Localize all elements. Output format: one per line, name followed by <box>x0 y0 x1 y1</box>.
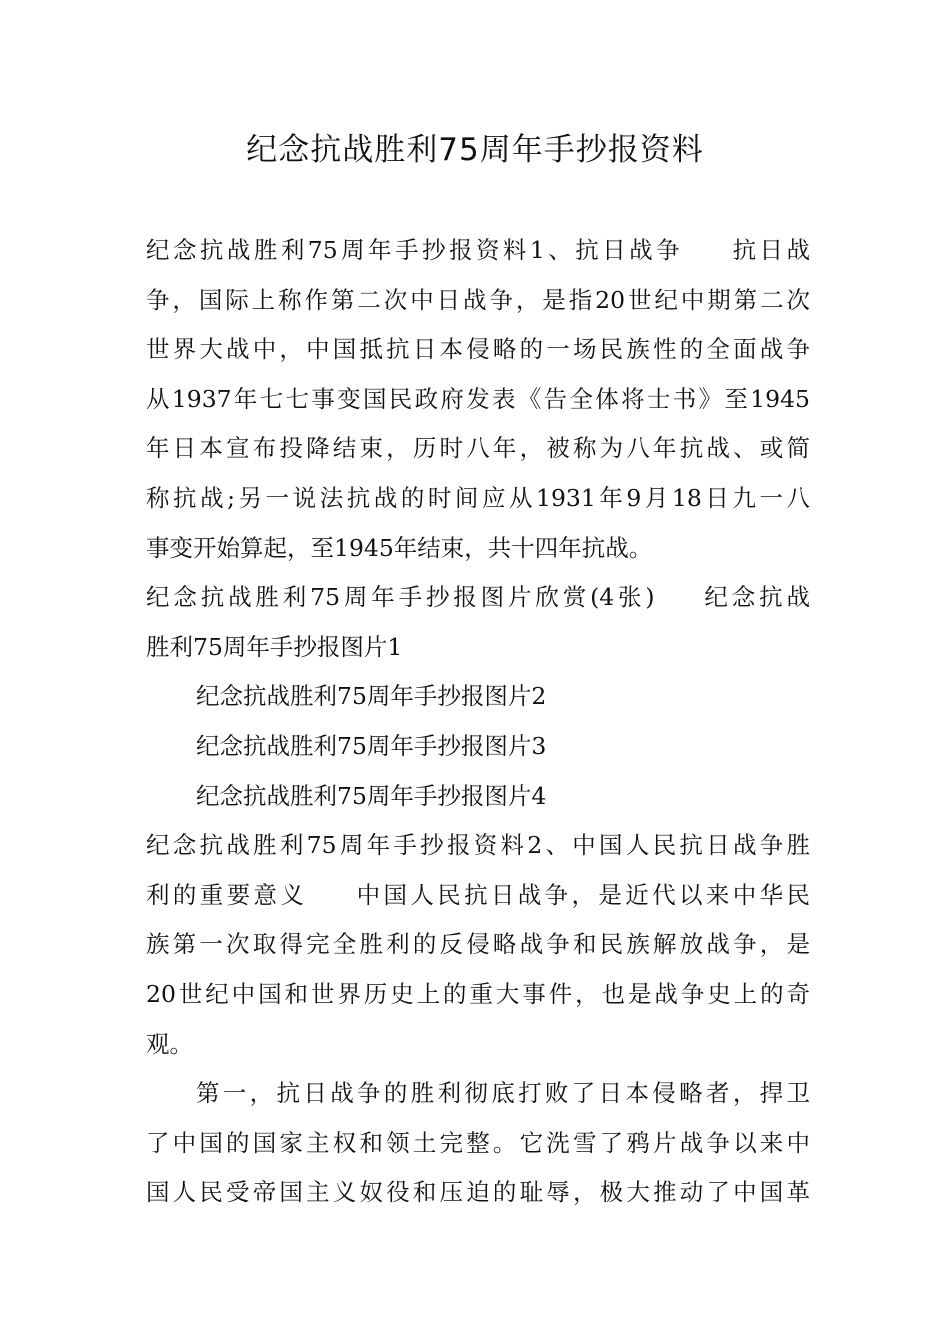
line-text: 利的重要意义 <box>146 880 308 909</box>
text-line <box>146 871 810 921</box>
text-line: 称抗战;另一说法抗战的时间应从1931年9月18日九一八 <box>146 483 810 512</box>
paragraph-first-line: 第一，抗日战争的胜利彻底打败了日本侵略者，捍卫 <box>196 1079 810 1108</box>
line-text-continued: 中国人民抗日战争，是近代以来中华民 <box>353 880 811 909</box>
text-line: 争，国际上称作第二次中日战争，是指20世纪中期第二次 <box>146 285 810 314</box>
text-line <box>146 573 810 623</box>
text-line: 20世纪中国和世界历史上的重大事件，也是战争史上的奇 <box>146 979 810 1008</box>
text-line: 国人民受帝国主义奴役和压迫的耻辱，极大推动了中国革 <box>146 1178 810 1207</box>
line-text-continued: 纪念抗战 <box>700 583 810 612</box>
line-text-continued: 抗日战 <box>729 236 810 264</box>
text-line <box>146 226 810 276</box>
line-text: 纪念抗战胜利75周年手抄报图片欣赏(4张) <box>146 583 655 612</box>
image-caption-line: 纪念抗战胜利75周年手抄报图片2 <box>196 682 547 711</box>
document-body <box>146 226 810 1218</box>
text-line: 从1937年七七事变国民政府发表《告全体将士书》至1945 <box>146 384 810 413</box>
image-caption-line: 纪念抗战胜利75周年手抄报图片3 <box>196 731 547 760</box>
text-line: 纪念抗战胜利75周年手抄报资料2、中国人民抗日战争胜 <box>146 831 810 860</box>
text-line: 胜利75周年手抄报图片1 <box>146 632 403 661</box>
document-title: 纪念抗战胜利75周年手抄报资料 <box>246 132 704 168</box>
text-line: 观。 <box>146 1029 193 1058</box>
line-text: 纪念抗战胜利75周年手抄报资料1、抗日战争 <box>146 236 684 264</box>
image-caption-line: 纪念抗战胜利75周年手抄报图片4 <box>196 781 547 810</box>
text-line: 年日本宣布投降结束，历时八年，被称为八年抗战、或简 <box>146 434 810 463</box>
text-line: 事变开始算起，至1945年结束，共十四年抗战。 <box>146 533 653 562</box>
text-line: 世界大战中，中国抵抗日本侵略的一场民族性的全面战争 <box>146 335 810 364</box>
text-line: 了中国的国家主权和领土完整。它洗雪了鸦片战争以来中 <box>146 1128 810 1157</box>
text-line: 族第一次取得完全胜利的反侵略战争和民族解放战争，是 <box>146 930 810 959</box>
